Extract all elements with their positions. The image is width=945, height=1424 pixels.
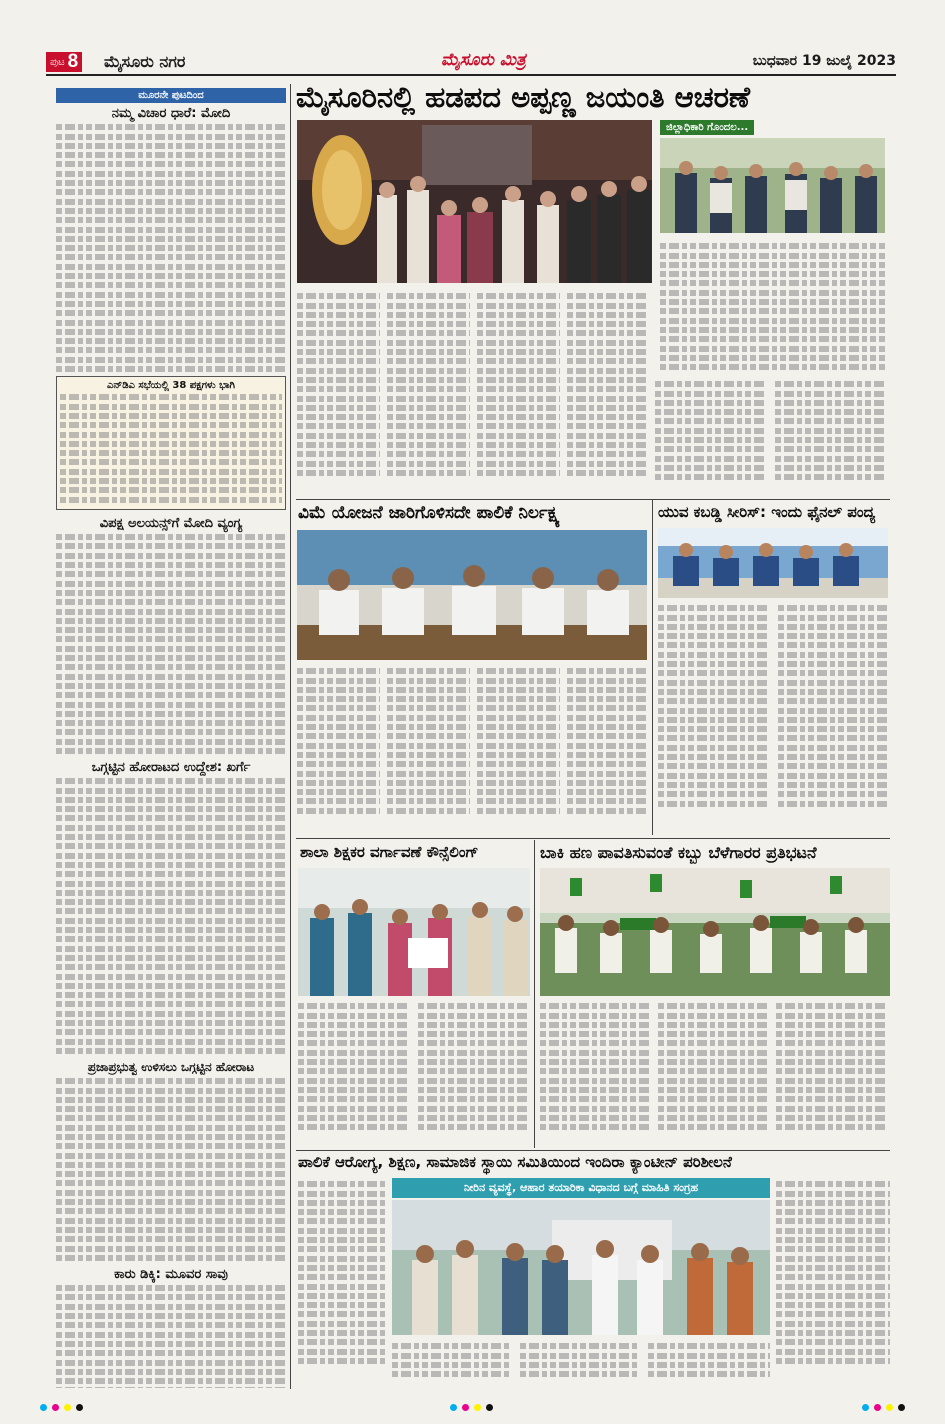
story-headline: ವಿಮೆ ಯೋಜನೆ ಜಾರಿಗೊಳಿಸದೇ ಪಾಲಿಕೆ ನಿರ್ಲಕ್ಷ್ಯ [298, 503, 560, 523]
issue-date: ಬುಧವಾರ 19 ಜುಲೈ 2023 [752, 53, 896, 69]
side-caption-body [660, 240, 885, 370]
page-number-badge [46, 52, 82, 72]
kabaddi-photo [658, 528, 888, 598]
section-name: ಮೈಸೂರು ನಗರ [104, 52, 186, 71]
lead-photo [297, 120, 652, 283]
story-headline: ಪಾಲಿಕೆ ಆರೋಗ್ಯ, ಶಿಕ್ಷಣ, ಸಾಮಾಜಿಕ ಸ್ಥಾಯಿ ಸಮಿತಿಯಿಂದ ಇಂದಿರಾ ಕ್ಯಾಂಟೀನ್ ಪರಿಶೀಲನೆ [298, 1153, 732, 1171]
story4-body [298, 1000, 530, 1148]
story-headline: ಶಾಲಾ ಶಿಕ್ಷಕರ ವರ್ಗಾವಣೆ ಕೌನ್ಸೆಲಿಂಗ್ [300, 843, 479, 861]
print-registration-marks [862, 1404, 905, 1411]
page-label: ಪುಟ [50, 56, 65, 68]
story6-body-mid [392, 1340, 770, 1390]
counselling-photo [298, 868, 530, 996]
story-headline: ಬಾಕಿ ಹಣ ಪಾವತಿಸುವಂತೆ ಕಬ್ಬು ಬೆಳೆಗಾರರ ಪ್ರತಿಭಟನೆ [540, 843, 817, 862]
lead-body [297, 290, 647, 496]
press-meet-photo [297, 530, 647, 660]
story-headline: ಯುವ ಕಬಡ್ಡಿ ಸೀರಿಸ್: ಇಂದು ಫೈನಲ್ ಪಂದ್ಯ [658, 503, 876, 521]
story5-body [540, 1000, 890, 1148]
left-column [56, 88, 286, 1388]
continued-banner: ಮೂರನೇ ಪುಟದಿಂದ [56, 88, 286, 103]
article-headline: ನಮ್ಮ ವಿಚಾರ ಧಾರೆ: ಮೋದಿ [111, 106, 231, 121]
brand-logo: ಮೈಸೂರು ಮಿತ್ರ [441, 50, 526, 70]
protest-photo [540, 868, 890, 996]
story2-body [297, 665, 647, 835]
story6-subhead: ನೀರಿನ ವ್ಯವಸ್ಥೆ, ಆಹಾರ ತಯಾರಿಕಾ ವಿಧಾನದ ಬಗ್ಗೆ ಮಾಹಿತಿ ಸಂಗ್ರಹ [392, 1178, 770, 1198]
info-box-title: ಎನ್‌ಡಿಎ ಸಭೆಯಲ್ಲಿ 38 ಪಕ್ಷಗಳು ಭಾಗಿ [107, 380, 235, 392]
article-headline: ಪ್ರಜಾಪ್ರಭುತ್ವ ಉಳಿಸಲು ಒಗ್ಗಟ್ಟಿನ ಹೋರಾಟ [87, 1059, 255, 1074]
article-headline: ಕಾರು ಡಿಕ್ಕಿ: ಮೂವರ ಸಾವು [114, 1266, 228, 1282]
side-photo [660, 138, 885, 233]
story6-body-left [298, 1178, 386, 1388]
print-registration-marks [450, 1404, 493, 1411]
info-box [56, 376, 286, 510]
article-headline: ಒಗ್ಗಟ್ಟಿನ ಹೋರಾಟದ ಉದ್ದೇಶ: ಖರ್ಗೆ [91, 760, 251, 775]
story6-body-right [776, 1178, 890, 1388]
lead-body-right [655, 378, 890, 496]
story3-body [658, 602, 890, 834]
lead-headline: ಮೈಸೂರಿನಲ್ಲಿ ಹಡಪದ ಅಪ್ಪಣ್ಣ ಜಯಂತಿ ಆಚರಣೆ [296, 80, 751, 114]
side-tag: ಜಿಲ್ಲಾಧಿಕಾರಿ ಗೊಂದಲ... [660, 120, 754, 135]
canteen-photo [392, 1200, 770, 1335]
print-registration-marks [40, 1404, 83, 1411]
article-headline: ವಿಪಕ್ಷ ಅಲಯನ್ಸ್‌ಗೆ ಮೋದಿ ವ್ಯಂಗ್ಯ [99, 515, 243, 531]
masthead [46, 50, 896, 76]
page-number: 8 [67, 51, 79, 72]
